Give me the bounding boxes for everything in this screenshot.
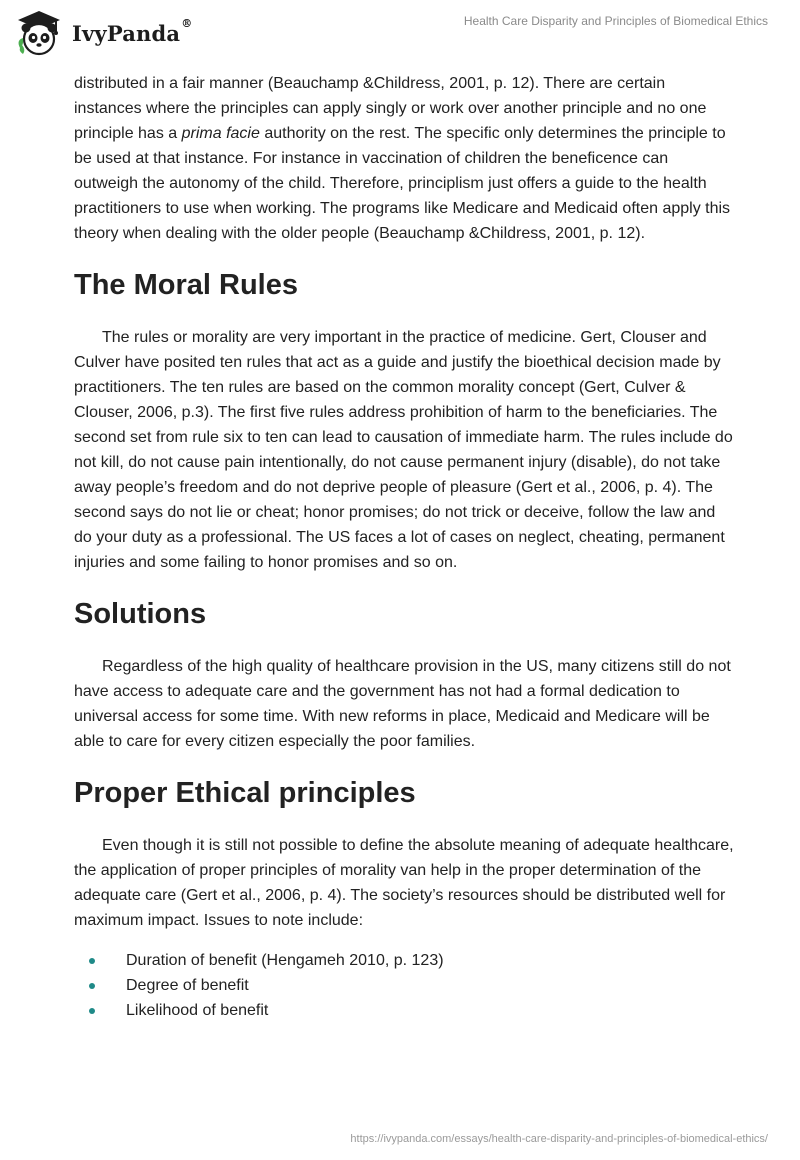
list-item: Likelihood of benefit [74,998,734,1023]
registered-mark: ® [181,16,193,30]
intro-paragraph: distributed in a fair manner (Beauchamp &Childress, 2001, p. 12). There are certain instances where the principles can apply singly or work over another principle and no one principle has a prima facie authority on the rest. The specific only determines the principle to be used at that instance. For instance in vaccination of children the beneficence can outweigh the autonomy of the child. Therefore, principlism just offers a guide to the health practitioners to use when working. The programs like Medicare and Medicaid often apply this theory when dealing with the older people (Beauchamp &Childress, 2001, p. 12). [74,75,731,242]
page-header [0,0,800,64]
list-item: Degree of benefit [74,973,734,998]
logo-text: IvyPanda® [72,16,193,46]
paragraph-solutions: Regardless of the high quality of healthcare provision in the US, many citizens still do not have access to adequate care and the government has not had a formal dedication to universal access for some time. With new reforms in place, Medicaid and Medicare will be able to care for every citizen especially the poor families. [74,658,731,750]
heading-ethical-principles: Proper Ethical principles [74,777,416,809]
bullet-dot-icon [89,1008,95,1014]
bullet-dot-icon [89,983,95,989]
list-item: Duration of benefit (Hengameh 2010, p. 123) [74,948,734,973]
issues-list [74,948,734,1023]
italic-phrase: prima facie [181,125,260,142]
ivypanda-logo[interactable] [14,8,192,58]
footer-url[interactable]: https://ivypanda.com/essays/health-care-disparity-and-principles-of-biomedical-ethics/ [350,1133,768,1145]
article-content [74,71,734,1023]
heading-moral-rules: The Moral Rules [74,269,298,301]
paragraph-ethical-principles: Even though it is still not possible to define the absolute meaning of adequate healthcare, the application of proper principles of morality van help in the proper determination of the adequate care (Gert et al., 2006, p. 4). The society’s resources should be distributed well for maximum impact. Issues to note include: [74,837,734,929]
paragraph-moral-rules: The rules or morality are very important in the practice of medicine. Gert, Clouser and Culver have posited ten rules that act as a guide and justify the bioethical decision made by practitioners. The ten rules are based on the common morality concept (Gert, Culver & Clouser, 2006, p.3). The first five rules address prohibition of harm to the beneficiaries. The second set from rule six to ten can lead to causation of immediate harm. The rules include do not kill, do not cause pain intentionally, do not cause permanent injury (disable), do not take away people’s freedom and do not deprive people of pleasure (Gert et al., 2006, p. 4). The second says do not lie or cheat; honor promises; do not trick or deceive, follow the law and do your duty as a professional. The US faces a lot of cases on neglect, cheating, permanent injuries and some failing to honor promises and so on. [74,329,733,571]
document-title: Health Care Disparity and Principles of Biomedical Ethics [463,14,768,28]
bullet-dot-icon [89,958,95,964]
heading-solutions: Solutions [74,598,207,630]
panda-logo-icon [14,8,64,58]
